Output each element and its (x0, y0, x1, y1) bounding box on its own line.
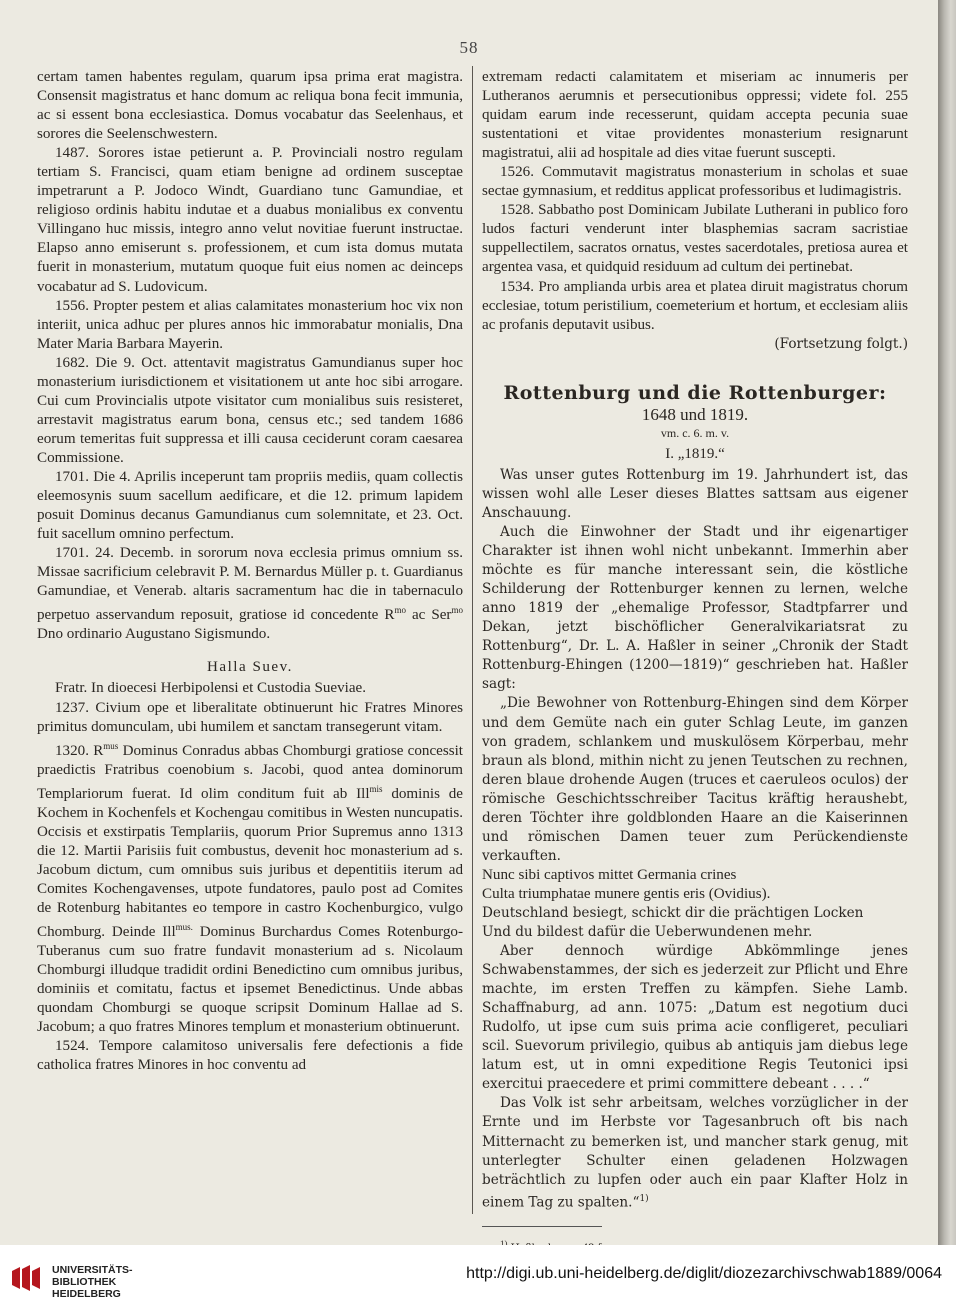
paragraph: 1528. Sabbatho post Dominicam Jubilate Lutherani in publico foro ludos facturi venderunt inter blasphemias sacram sacristiae suppellectilem, sacratos ornatus, vestes sacerdotales, pretiosa aurea et argentea vasa, et quidquid residuum ad cultum dei pertinebat. (482, 202, 908, 276)
paragraph: certam tamen habentes regulam, quarum ipsa prima erat magistra. Consensit magistratus et hanc domum ac reliqua bona fecit immunia, ac si essent bona ecclesiastica. Domus vocabatur das Seelenhaus, et sorores die Seelenschwestern. (37, 69, 463, 143)
paragraph: 1237. Civium ope et liberalitate obtinuerunt hic Fratres Minores primitus domunculam, ubi humilem et sanctam transegerunt vitam. (37, 699, 463, 735)
poem-line: Nunc sibi captivos mittet Germania crines (482, 866, 737, 883)
paragraph: Aber dennoch würdige Abkömmlinge jenes Schwabenstammes, der sich es jederzeit zur Pflicht und Ehre machte, im ersten Treffen zu kämpfen. Siehe Lamb. Schaffnaburg, ad ann. 1075: „Datum est negotium duci Rudolfo, ut ipse cum suis prima acie confligeret, peculiari scil. Suevorum privilegio, quibus ab antiquis jam diebus lege latum est, ut in omni expeditione Regis Teutonici ipsi exercitui praecedere et primi committere debeant . . . .“ (482, 943, 908, 1093)
paragraph: 1320. $R^{mus}$ Dominus Conradus abbas Chomburgi gratiose concessit praedictis Fratribus coenobium s. Jacobi, quod antea dominorum Templariorum fuerat. Id olim conditum fuit ab Ill$^{mis}$ dominis de Kochem in Kochenfels et Kochengau comitibus in Westen nuncupatis. Occisis et exstirpatis Templariis, quorum Prior Supremus anno 1313 die 12. Martii Parisiis fuit combustus, devenit hoc monasterium ad s. Jacobum dictum, cum omnibus suis juribus et depentitiis iterum ad Comites Kochengavenses, utpote fundatores, paulo post ad Comites de Rotenburg habitantes eo tempore in castro Kochenburgico, vulgo Chomburg. Deinde Ill$^{mus.}$ Dominus Burchardus Comes Rotenburgo-Tuberanus cum suo fratre fundavit monasterium ad s. Nicolaum Chomburgi illudque tradidit ordini Benedictino cum omnibus juribus, dominiis et comitatu, factus et ipsemet Benedictinus. Unde abbas quondam Chomburgi se quoque scripsit Dominum Hallae ad S. Jacobum; a quo fratres Minores templum et monasterium obtinuerunt. (37, 740, 464, 1036)
paragraph: 1526. Commutavit magistratus monasterium in scholas et suae sectae gymnasium, et redditus applicat professoribus et ludimagistris. (482, 164, 908, 200)
paragraph: 1524. Tempore calamitoso universalis fere defectionis a fide catholica fratres Minores in hoc conventu ad (37, 1038, 463, 1074)
poem-line: Und du bildest dafür die Ueberwundenen mehr. (482, 924, 813, 941)
university-logo-icon (10, 1265, 44, 1291)
part-heading: I. „1819.“ (665, 445, 725, 462)
continued-note: (Fortsetzung folgt.) (774, 335, 908, 352)
paragraph: Fratr. In dioecesi Herbipolensi et Custodia Sueviae. (55, 680, 367, 697)
paragraph: Auch die Einwohner der Stadt und ihr eigenartiger Charakter ist ihnen wohl nicht unbekannt. Immerhin aber möchte es für manche interessant sein, die köstliche Schilderung der Rottenburger kennen zu lernen, welche anno 1819 der „ehemalige Professor, Stadtpfarrer und Dekan, jetzt bischöflicher Generalvikariatsrat zu Rottenburg“, Dr. L. A. Haßler in seiner „Chronik der Stadt Rottenburg-Ehingen (1200—1819)“ geschrieben hat. Haßler sagt: (482, 524, 908, 693)
article-title: Rottenburg und die Rottenburger: (503, 381, 887, 404)
paragraph: 1487. Sorores istae petierunt a. P. Provinciali nostro regulam tertiam S. Francisci, quam etiam benigne ad ordinem susceptae impetrarunt a P. Jodoco Windt, Guardiano tunc Gamundiae, et religioso ordinis habitu indutae et a duabus monialibus ex conventu Villingano huc missis, integro anno velut novitiae fuerunt instructae. Elapso anno emiserunt s. professionem, et cum ista domus mutata fuerit in monasterium, mutatum quoque fuit eius nomen ac deinceps vocabatur ad S. Ludovicum. (37, 145, 463, 295)
footer-bar (0, 1245, 956, 1308)
poem-line: Culta triumphatae munere gentis eris (Ovidius). (482, 885, 771, 902)
paragraph: Das Volk ist sehr arbeitsam, welches vorzüglicher in der Ernte und im Herbste vor Tagesanbruch oft bis nach Mitternacht zu bemerken ist, und mancher stark genug, mit unterlegter Schulter einen geladenen Holzwagen beträchtlich zu lupfen oder auch ein paar Klafter Holz in einem Tag zu spalten.“$^{1)}$ (482, 1095, 908, 1211)
paragraph: 1556. Propter pestem et alias calamitates monasterium hoc vix non interiit, unica adhuc per plures annos hic immorabatur monialis, Dna Mater Maria Barbara Mayerin. (37, 297, 463, 352)
article-years: 1648 und 1819. (641, 404, 749, 424)
paragraph: extremam redacti calamitatem et miseriam ac innumeris per Lutheranos aerumnis et persecutionibus oppressi; videte fol. 255 quidam earum inde recesserunt, quidam accepta pecunia suae sustentationi et vitae providentes monasterium resignarunt magistratui, alii ad hospitale ad dies vitae fuerunt suscepti. (482, 69, 908, 162)
right-column (482, 68, 908, 1258)
paragraph: 1701. Die 4. Aprilis inceperunt tam propriis mediis, quam collectis eleemosynis suum sacellum aedificare, et die 12. primum lapidem posuit Dominus decanus Gamundianus cum solemnitate, et 23. Oct. fuit sacellum omnino perfectum. (37, 468, 463, 543)
paragraph: 1701. 24. Decemb. in sororum nova ecclesia primus omnium ss. Missae sacrificium celebravit P. M. Bernardus Müller p. t. Guardianus Gamundiae, et Venerab. altaris sacramentum hac die in tabernaculo perpetuo asservandum reposuit, gratiose id concedente $R^{mo}$ ac Ser$^{mo}$ Dno ordinario Augustano Sigismundo. (37, 545, 463, 643)
section-title: Halla Suev. (207, 659, 293, 676)
paragraph: 1682. Die 9. Oct. attentavit magistratus Gamundianus super hoc monasterium iurisdictionem et visitationem ut ante hoc sibi arrogare. Cui cum Provincialis utpote visitator cum monialibus suis resisteret, arrestavit magistratus earum bona, census etc.; sed tandem 1686 eorum temeritas fuit suppressa et illi causa ceciderunt coram caesarea Commissione. (37, 354, 463, 466)
paragraph: 1534. Pro amplianda urbis area et platea diruit magistratus chorum ecclesiae, totum peristilium, coemeterium et hortum, et ecclesiam aliis ac profanis deputavit usibus. (482, 278, 908, 333)
page-number: 58 (459, 38, 479, 57)
column-divider (472, 66, 473, 1214)
paragraph: „Die Bewohner von Rottenburg-Ehingen sind dem Körper und dem Gemüte nach ein guter Schlag Leute, im ganzen von gradem, schlankem und muskulösem Körperbau, mehr braun als blond, mithin nicht zu jenen Teutschen zu rechnen, deren blaue drohende Augen (truces et caeruleos oculos) der römische Geschichtsschreiber Tacitus kräftig heraushebt, deren Töchter ihre goldblonden Haare an die Kaiserinnen und römischen Damen teuer zum Perückendienste verkauften. (482, 695, 908, 864)
paragraph: Was unser gutes Rottenburg im 19. Jahrhundert ist, das wissen wohl alle Leser dieses Blattes sattsam aus eigener Anschauung. (482, 466, 908, 521)
left-column (37, 68, 463, 1076)
page-edge (938, 0, 956, 1245)
author: vm. c. 6. m. v. (660, 425, 730, 440)
footnote-rule (482, 1226, 602, 1227)
library-name: UNIVERSITÄTS- BIBLIOTHEK HEIDELBERG (52, 1264, 133, 1300)
poem-line: Deutschland besiegt, schickt dir die prächtigen Locken (482, 904, 864, 921)
source-url[interactable]: http://digi.ub.uni-heidelberg.de/diglit/diozezarchivschwab1889/0064 (466, 1265, 942, 1282)
